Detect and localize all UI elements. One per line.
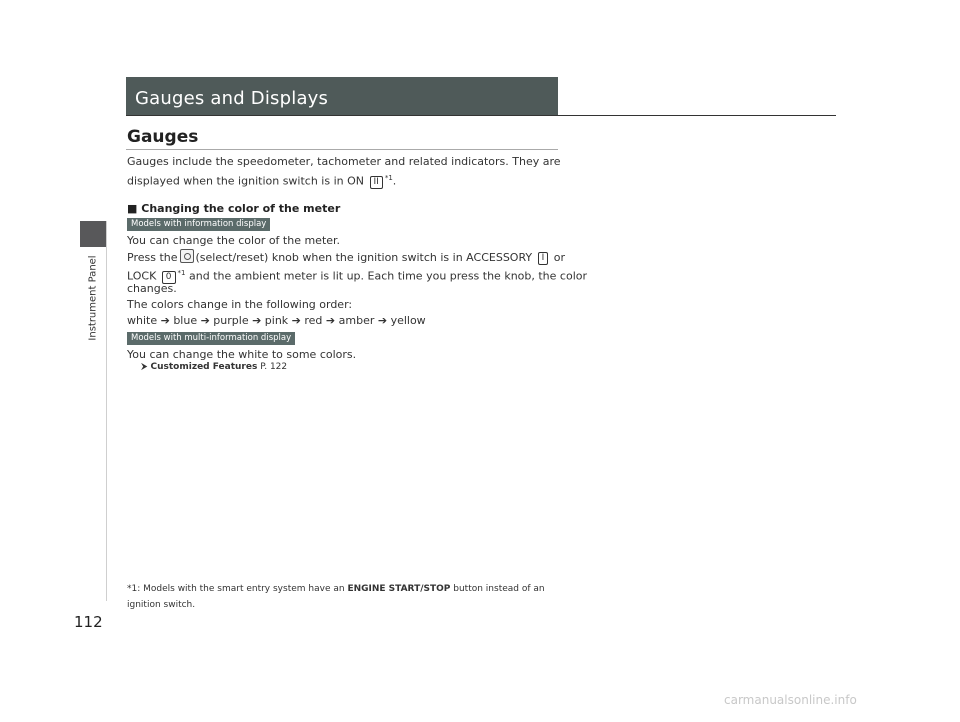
- ignition-accessory-key-icon: I: [538, 252, 549, 265]
- model-tag-multi-info-display: Models with multi-information display: [127, 332, 295, 345]
- body-line-7: You can change the white to some colors.: [127, 348, 357, 361]
- body-line-3: [127, 265, 587, 285]
- subsection-heading: [127, 202, 340, 215]
- sidebar-divider: [106, 221, 107, 601]
- intro-line-2-text: displayed when the ignition switch is in ON: [127, 174, 364, 188]
- intro-line-1: Gauges include the speedometer, tachometer and related indicators. They are: [127, 155, 561, 168]
- body-line-4: changes.: [127, 282, 177, 295]
- section-rule: [126, 149, 558, 150]
- body-line-5: The colors change in the following order:: [127, 298, 353, 311]
- ignition-lock-key-icon: 0: [162, 271, 176, 284]
- watermark: carmanualsonline.info: [724, 693, 857, 707]
- footnote-pre: *1: Models with the smart entry system have an: [127, 584, 345, 594]
- section-title: Gauges: [127, 127, 199, 147]
- intro-line-2-end: .: [392, 174, 397, 188]
- section-tab-marker: [80, 221, 106, 247]
- reference-label[interactable]: Customized Features: [150, 362, 258, 372]
- body-line-2-text: (select/reset) knob when the ignition switch is in ACCESSORY: [195, 251, 533, 264]
- sidebar-section-label: Instrument Panel: [87, 255, 99, 341]
- reference-page: P. 122: [260, 362, 288, 372]
- cross-reference[interactable]: [141, 362, 287, 372]
- body-line-2-end: or: [553, 251, 566, 264]
- footnote-ref-2: *1: [177, 269, 186, 277]
- model-tag-info-display: Models with information display: [127, 218, 270, 231]
- body-line-3-pre: LOCK: [127, 269, 157, 283]
- body-line-3-text: and the ambient meter is lit up. Each time you press the knob, the color: [189, 269, 588, 283]
- square-bullet-icon: ■: [127, 202, 138, 215]
- intro-line-2: [127, 170, 396, 190]
- footnote-post: button instead of an: [453, 584, 545, 594]
- select-reset-knob-icon: [180, 249, 194, 263]
- chapter-title: Gauges and Displays: [135, 88, 329, 109]
- header-rule: [126, 115, 836, 116]
- body-line-1: You can change the color of the meter.: [127, 234, 341, 247]
- reference-arrow-icon: ⮞: [141, 362, 148, 372]
- body-line-2: [127, 249, 565, 266]
- page-number: 112: [74, 613, 103, 631]
- body-line-2-pre: Press the: [127, 251, 178, 264]
- ignition-on-key-icon: II: [370, 176, 383, 189]
- color-order-line: white ➔ blue ➔ purple ➔ pink ➔ red ➔ amber ➔ yellow: [127, 314, 426, 327]
- footnote-bold: ENGINE START/STOP: [347, 584, 451, 594]
- footnote-ref: *1: [384, 174, 393, 182]
- subsection-heading-text: Changing the color of the meter: [141, 202, 341, 215]
- footnote: [127, 581, 567, 613]
- footnote-line-2: ignition switch.: [127, 600, 196, 610]
